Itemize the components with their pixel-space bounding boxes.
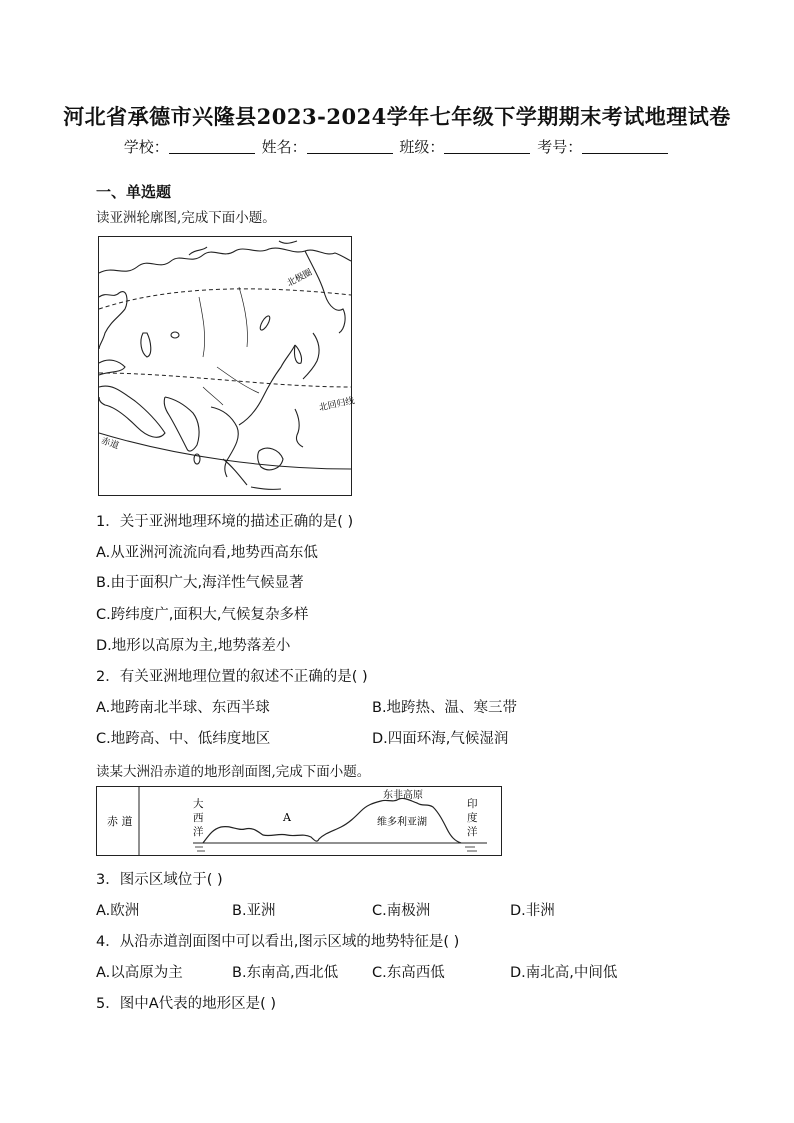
q4-option-d[interactable]: D.南北高,中间低 (510, 965, 618, 981)
group2-intro: 读某大洲沿赤道的地形剖面图,完成下面小题。 (96, 764, 371, 780)
java (251, 487, 281, 489)
q2-option-a[interactable]: A.地跨南北半球、东西半球 (96, 700, 270, 716)
group1-intro: 读亚洲轮廓图,完成下面小题。 (96, 210, 276, 226)
aral-sea (171, 332, 179, 338)
atlantic-char-2: 西 (193, 812, 204, 824)
atlantic-char-3: 洋 (193, 826, 204, 838)
north-coastline (99, 248, 351, 273)
profile-equator-label: 赤 道 (107, 815, 133, 828)
question-5: 5．图中A代表的地形区是( ) (96, 996, 277, 1012)
lake-baikal (258, 315, 271, 332)
arctic-circle-label: 北极圈 (285, 267, 315, 290)
atlantic-char-1: 大 (193, 798, 204, 810)
caspian-sea (141, 333, 151, 357)
indochina (211, 407, 238, 477)
q1-option-c[interactable]: C.跨纬度广,面积大,气候复杂多样 (96, 607, 309, 623)
q1-option-a[interactable]: A.从亚洲河流流向看,地势西高东低 (96, 545, 318, 561)
question-2: 2．有关亚洲地理位置的叙述不正确的是( ) (96, 669, 368, 685)
question-3: 3．图示区域位于( ) (96, 872, 223, 888)
q4-option-c[interactable]: C.东高西低 (372, 965, 445, 981)
philippines (295, 409, 303, 447)
q2-option-d[interactable]: D.四面环海,气候湿润 (372, 731, 509, 747)
q2-option-c[interactable]: C.地跨高、中、低纬度地区 (96, 731, 271, 747)
indian-char-1: 印 (467, 798, 478, 810)
q4-option-a[interactable]: A.以高原为主 (96, 965, 183, 981)
arctic-circle-line (99, 289, 351, 309)
lake-victoria-label: 维多利亚湖 (377, 817, 427, 828)
question-4: 4．从沿赤道剖面图中可以看出,图示区域的地势特征是( ) (96, 934, 460, 950)
q1-option-d[interactable]: D.地形以高原为主,地势落差小 (96, 638, 291, 654)
river-3 (217, 367, 259, 393)
q3-option-d[interactable]: D.非洲 (510, 903, 555, 919)
asia-map (98, 236, 356, 496)
q3-option-c[interactable]: C.南极洲 (372, 903, 431, 919)
q4-option-b[interactable]: B.东南高,西北低 (232, 965, 339, 981)
northeast-coastline (305, 251, 345, 333)
korea (294, 345, 301, 363)
river-2 (239, 287, 248, 347)
profile-svg (97, 787, 501, 855)
section-heading: 一、单选题 (96, 183, 172, 201)
arctic-island-2 (279, 241, 297, 243)
equator-label: 赤道 (99, 436, 120, 452)
tropic-label: 北回归线 (318, 396, 356, 414)
japan (303, 333, 319, 379)
equator-profile-diagram (96, 786, 502, 856)
river-1 (199, 297, 205, 357)
indian-char-2: 度 (467, 812, 478, 824)
china-coastline (239, 345, 295, 425)
page-title: 河北省承德市兴隆县2023-2024学年七年级下学期期末考试地理试卷 (63, 104, 731, 129)
class-field[interactable]: 班级： (399, 136, 532, 157)
indian-char-3: 洋 (467, 826, 478, 838)
east-africa-plateau-label: 东非高原 (383, 790, 423, 801)
q2-option-b[interactable]: B.地跨热、温、寒三带 (372, 700, 518, 716)
school-field[interactable]: 学校： (124, 136, 257, 157)
arabian-peninsula (99, 386, 165, 437)
tropic-of-cancer-line (99, 373, 351, 387)
europe-coastline (99, 292, 127, 349)
indian-subcontinent (164, 397, 199, 451)
q3-option-a[interactable]: A.欧洲 (96, 903, 140, 919)
profile-a-label: A (283, 811, 291, 824)
equator-line (99, 433, 351, 469)
river-4 (203, 387, 223, 405)
question-1: 1．关于亚洲地理环境的描述正确的是( ) (96, 514, 354, 530)
q3-option-b[interactable]: B.亚洲 (232, 903, 276, 919)
name-field[interactable]: 姓名： (262, 136, 395, 157)
asia-map-svg (99, 237, 356, 495)
q1-option-b[interactable]: B.由于面积广大,海洋性气候显著 (96, 575, 304, 591)
student-info-row (0, 136, 794, 157)
exam-number-field[interactable]: 考号： (537, 136, 670, 157)
